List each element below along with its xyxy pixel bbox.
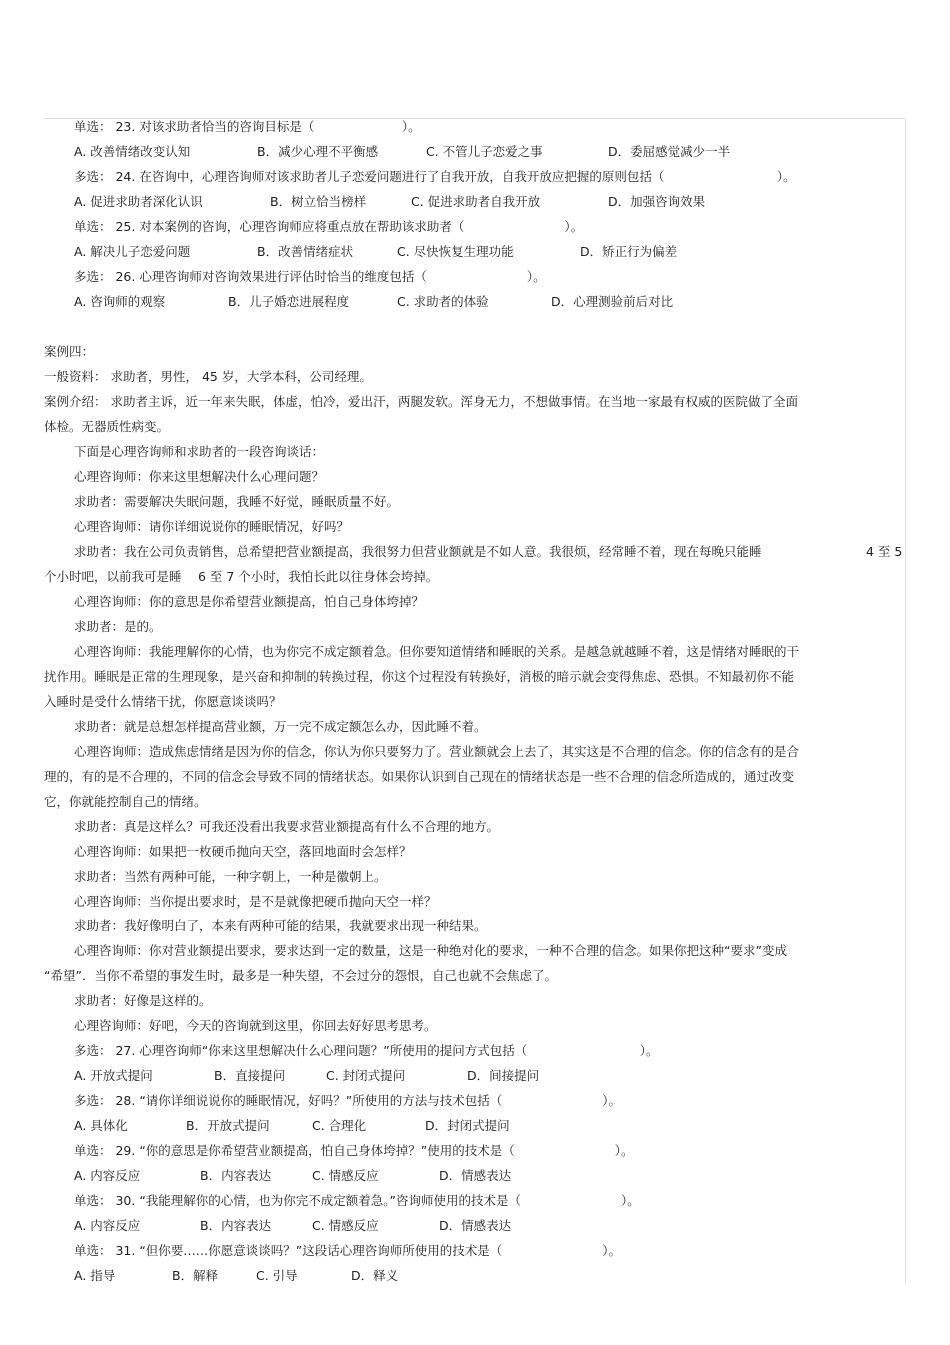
general-info: 一般资料： 求助者，男性， 45 岁，大学本科，公司经理。: [44, 369, 372, 384]
dialog-line: 心理咨询师：你的意思是你希望营业额提高，怕自己身体垮掉？: [74, 594, 425, 609]
dialog-line: 心理咨询师：如果把一枚硬币抛向天空，落回地面时会怎样？: [74, 844, 412, 859]
option-b: B．改善情绪症状: [257, 244, 354, 259]
question-30: 单选： 30. “我能理解你的心情，也为你完不成定额着急。”咨询师使用的技术是（ ）。: [74, 1193, 640, 1208]
dialog-line: 求助者：真是这样么？可我还没看出我要求营业额提高有什么不合理的地方。: [74, 819, 500, 834]
option-a: A. 开放式提问: [74, 1068, 153, 1083]
option-d: D．委屈感觉减少一半: [608, 144, 731, 159]
question-27: 多选： 27. 心理咨询师“你来这里想解决什么心理问题？”所使用的提问方式包括（ ）。: [74, 1043, 659, 1058]
option-c: C. 尽快恢复生理功能: [397, 244, 514, 259]
dialog-line: 求助者：我在公司负责销售，总希望把营业额提高，我很努力但营业额就是不如人意。我很烦，经常睡不着，现在每晚只能睡: [74, 544, 762, 559]
option-a: A. 改善情绪改变认知: [74, 144, 191, 159]
question-29-options: [74, 1168, 834, 1184]
option-b: B．内容表达: [200, 1168, 272, 1183]
option-a: A. 内容反应: [74, 1168, 141, 1183]
dialog-line: 心理咨询师：你对营业额提出要求，要求达到一定的数量，这是一种绝对化的要求，一种不合理的信念。如果你把这种“要求”变成: [74, 943, 787, 958]
dialog-line: 扰作用。睡眠是正常的生理现象，是兴奋和抑制的转换过程，你这个过程没有转换好，消极的暗示就会变得焦虑、恐惧。不知最初你不能: [44, 669, 795, 684]
dialog-line: 它，你就能控制自己的情绪。: [44, 794, 207, 809]
question-31: 单选： 31. “但你要……你愿意谈谈吗？”这段话心理咨询师所使用的技术是（ ）。: [74, 1243, 622, 1258]
option-d: D．矫正行为偏差: [580, 244, 678, 259]
dialog-line-tail: 4 至 5: [866, 544, 903, 559]
question-25: 单选： 25. 对本案例的咨询，心理咨询师应将重点放在帮助该求助者（ ）。: [74, 219, 584, 234]
question-28: 多选： 28. “请你详细说说你的睡眠情况，好吗？”所使用的方法与技术包括（ ）。: [74, 1093, 622, 1108]
dialog-line: 心理咨询师：我能理解你的心情，也为你完不成定额着急。但你要知道情绪和睡眠的关系。是越急就越睡不着，这是情绪对睡眠的干: [74, 644, 800, 659]
option-a: A. 具体化: [74, 1118, 128, 1133]
option-a: A. 指导: [74, 1268, 116, 1283]
question-25-options: [74, 244, 834, 260]
right-border: [905, 118, 906, 1285]
option-b: B．树立恰当榜样: [270, 194, 367, 209]
dialog-line: 心理咨询师：请你详细说说你的睡眠情况，好吗？: [74, 519, 350, 534]
option-d: D．情感表达: [439, 1218, 512, 1233]
option-a: A. 咨询师的观察: [74, 294, 166, 309]
option-d: D．情感表达: [439, 1168, 512, 1183]
option-c: C. 引导: [256, 1268, 298, 1283]
option-c: C. 求助者的体验: [397, 294, 489, 309]
dialog-line: 心理咨询师：好吧，今天的咨询就到这里，你回去好好思考思考。: [74, 1018, 437, 1033]
option-b: B．减少心理不平衡感: [257, 144, 379, 159]
option-a: A. 解决儿子恋爱问题: [74, 244, 191, 259]
option-b: B．开放式提问: [186, 1118, 270, 1133]
dialog-line: 求助者：我好像明白了，本来有两种可能的结果，我就要求出现一种结果。: [74, 918, 487, 933]
option-d: D．加强咨询效果: [608, 194, 706, 209]
option-b: B．直接提问: [214, 1068, 286, 1083]
question-23: 单选： 23. 对该求助者恰当的咨询目标是（ ）。: [74, 119, 421, 134]
option-a: A. 促进求助者深化认识: [74, 194, 203, 209]
option-d: D．封闭式提问: [425, 1118, 510, 1133]
case-title: 案例四：: [44, 344, 95, 359]
question-26-options: [74, 294, 834, 310]
dialog-line: 入睡时是受什么情绪干扰，你愿意谈谈吗？: [44, 694, 282, 709]
dialog-line: 心理咨询师：造成焦虑情绪是因为你的信念，你认为你只要努力了。营业额就会上去了，其实这是不合理的信念。你的信念有的是合: [74, 744, 800, 759]
option-b: B．儿子婚恋进展程度: [228, 294, 350, 309]
option-d: D．间接提问: [467, 1068, 540, 1083]
dialog-line: 求助者：是的。: [74, 619, 162, 634]
question-27-options: [74, 1068, 834, 1084]
dialog-line: “希望”．当你不希望的事发生时，最多是一种失望，不会过分的怨恨，自己也就不会焦虑了。: [44, 968, 557, 983]
dialog-line: 心理咨询师：当你提出要求时，是不是就像把硬币抛向天空一样？: [74, 894, 437, 909]
option-c: C. 促进求助者自我开放: [411, 194, 541, 209]
option-b: B．内容表达: [200, 1218, 272, 1233]
option-c: C. 情感反应: [312, 1168, 379, 1183]
option-c: C. 合理化: [312, 1118, 367, 1133]
option-b: B．解释: [172, 1268, 219, 1283]
question-26: 多选： 26. 心理咨询师对咨询效果进行评估时恰当的维度包括（ ）。: [74, 269, 546, 284]
dialog-line: 个小时吧，以前我可是睡 6 至 7 个小时，我怕长此以往身体会垮掉。: [44, 569, 439, 584]
dialog-line: 求助者：好像是这样的。: [74, 993, 212, 1008]
case-intro-line-2: 体检。无器质性病变。: [44, 419, 170, 434]
question-29: 单选： 29. “你的意思是你希望营业额提高，怕自己身体垮掉？”使用的技术是（ ）。: [74, 1143, 634, 1158]
dialog-line: 求助者：当然有两种可能，一种字朝上，一种是徽朝上。: [74, 869, 387, 884]
option-c: C. 不管儿子恋爱之事: [426, 144, 543, 159]
question-23-options: [74, 144, 834, 160]
option-c: C. 情感反应: [312, 1218, 379, 1233]
option-a: A. 内容反应: [74, 1218, 141, 1233]
dialog-intro: 下面是心理咨询师和求助者的一段咨询谈话：: [74, 444, 325, 459]
dialog-line: 心理咨询师：你来这里想解决什么心理问题？: [74, 469, 325, 484]
question-30-options: [74, 1218, 834, 1234]
dialog-line: 理的，有的是不合理的，不同的信念会导致不同的情绪状态。如果你认识到自己现在的情绪状态是一些不合理的信念所造成的，通过改变: [44, 769, 795, 784]
case-intro-line-1: 案例介绍： 求助者主诉，近一年来失眠，体虚，怕冷，爱出汗，两腿发软。浑身无力，不想做事情。在当地一家最有权威的医院做了全面: [44, 394, 798, 409]
dialog-line: 求助者：就是总想怎样提高营业额，万一完不成定额怎么办，因此睡不着。: [74, 719, 487, 734]
question-31-options: [74, 1268, 834, 1284]
option-c: C. 封闭式提问: [326, 1068, 406, 1083]
dialog-line: 求助者：需要解决失眠问题，我睡不好觉，睡眠质量不好。: [74, 494, 400, 509]
question-24: 多选： 24. 在咨询中，心理咨询师对该求助者儿子恋爱问题进行了自我开放，自我开放应把握的原则包括（ ）。: [74, 169, 796, 184]
option-d: D．释义: [351, 1268, 399, 1283]
question-24-options: [74, 194, 834, 210]
question-28-options: [74, 1118, 834, 1134]
option-d: D．心理测验前后对比: [551, 294, 674, 309]
